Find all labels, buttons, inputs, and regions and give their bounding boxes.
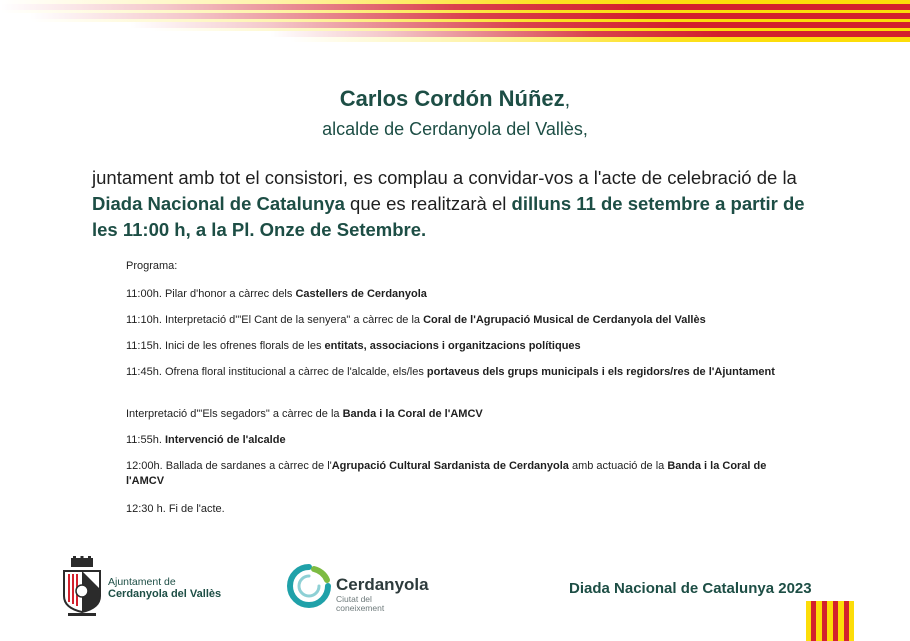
ajuntament-text: [108, 576, 221, 600]
coat-of-arms-icon: [62, 556, 102, 616]
invitation-text: juntament amb tot el consistori, es complau a convidar-vos a l'acte de celebració de la Diada Nacional de Catalunya que es realitzarà el dilluns 11 de setembre a partir de les 11:00 h, a la Pl. Onze de Setembre.: [92, 167, 805, 240]
program-title: Programa:: [126, 260, 178, 272]
cerdanyola-ring-icon: [286, 563, 332, 609]
ajuntament-line1: Ajuntament de: [108, 576, 176, 588]
program-item: 11:55h. Intervenció de l'alcalde: [126, 434, 286, 446]
program-item: 11:10h. Interpretació d'"El Cant de la senyera" a càrrec de la Coral de l'Agrupació Musical de Cerdanyola del Vallès: [126, 314, 706, 326]
stripe-yellow: [290, 37, 910, 42]
cerdanyola-sub1: Ciutat del: [336, 594, 372, 604]
flag-stripe: [844, 601, 849, 641]
event-title: Diada Nacional de Catalunya 2023: [569, 580, 812, 597]
ajuntament-line2: Cerdanyola del Vallès: [108, 588, 222, 600]
senyera-flag-icon: [806, 601, 854, 641]
cerdanyola-sub2: coneixement: [336, 603, 385, 613]
program-item: Interpretació d'"Els segadors" a càrrec de la Banda i la Coral de l'AMCV: [126, 408, 483, 420]
host-name: Carlos Cordón Núñez,: [339, 86, 571, 111]
program-item: 11:00h. Pilar d'honor a càrrec dels Castellers de Cerdanyola: [126, 288, 427, 300]
program-item: 12:00h. Ballada de sardanes a càrrec de l'Agrupació Cultural Sardanista de Cerdanyola amb actuació de la Banda i la Coral de l'AMCV: [126, 460, 767, 487]
program-item: 12:30 h. Fi de l'acte.: [126, 503, 225, 515]
top-stripe-banner: [0, 0, 910, 46]
flag-stripe: [822, 601, 827, 641]
ajuntament-logo: [62, 556, 252, 616]
cerdanyola-name: Cerdanyola: [336, 575, 429, 594]
flag-stripe: [811, 601, 816, 641]
cerdanyola-text: [336, 575, 429, 613]
flag-stripe: [833, 601, 838, 641]
program-item: 11:45h. Ofrena floral institucional a càrrec de l'alcalde, els/les portaveus dels grups municipals i els regidors/res de l'Ajuntament: [126, 366, 775, 378]
host-role: alcalde de Cerdanyola del Vallès,: [322, 119, 588, 139]
cerdanyola-logo: [286, 563, 446, 613]
program-item: 11:15h. Inici de les ofrenes florals de les entitats, associacions i organitzacions polítiques: [126, 340, 581, 352]
